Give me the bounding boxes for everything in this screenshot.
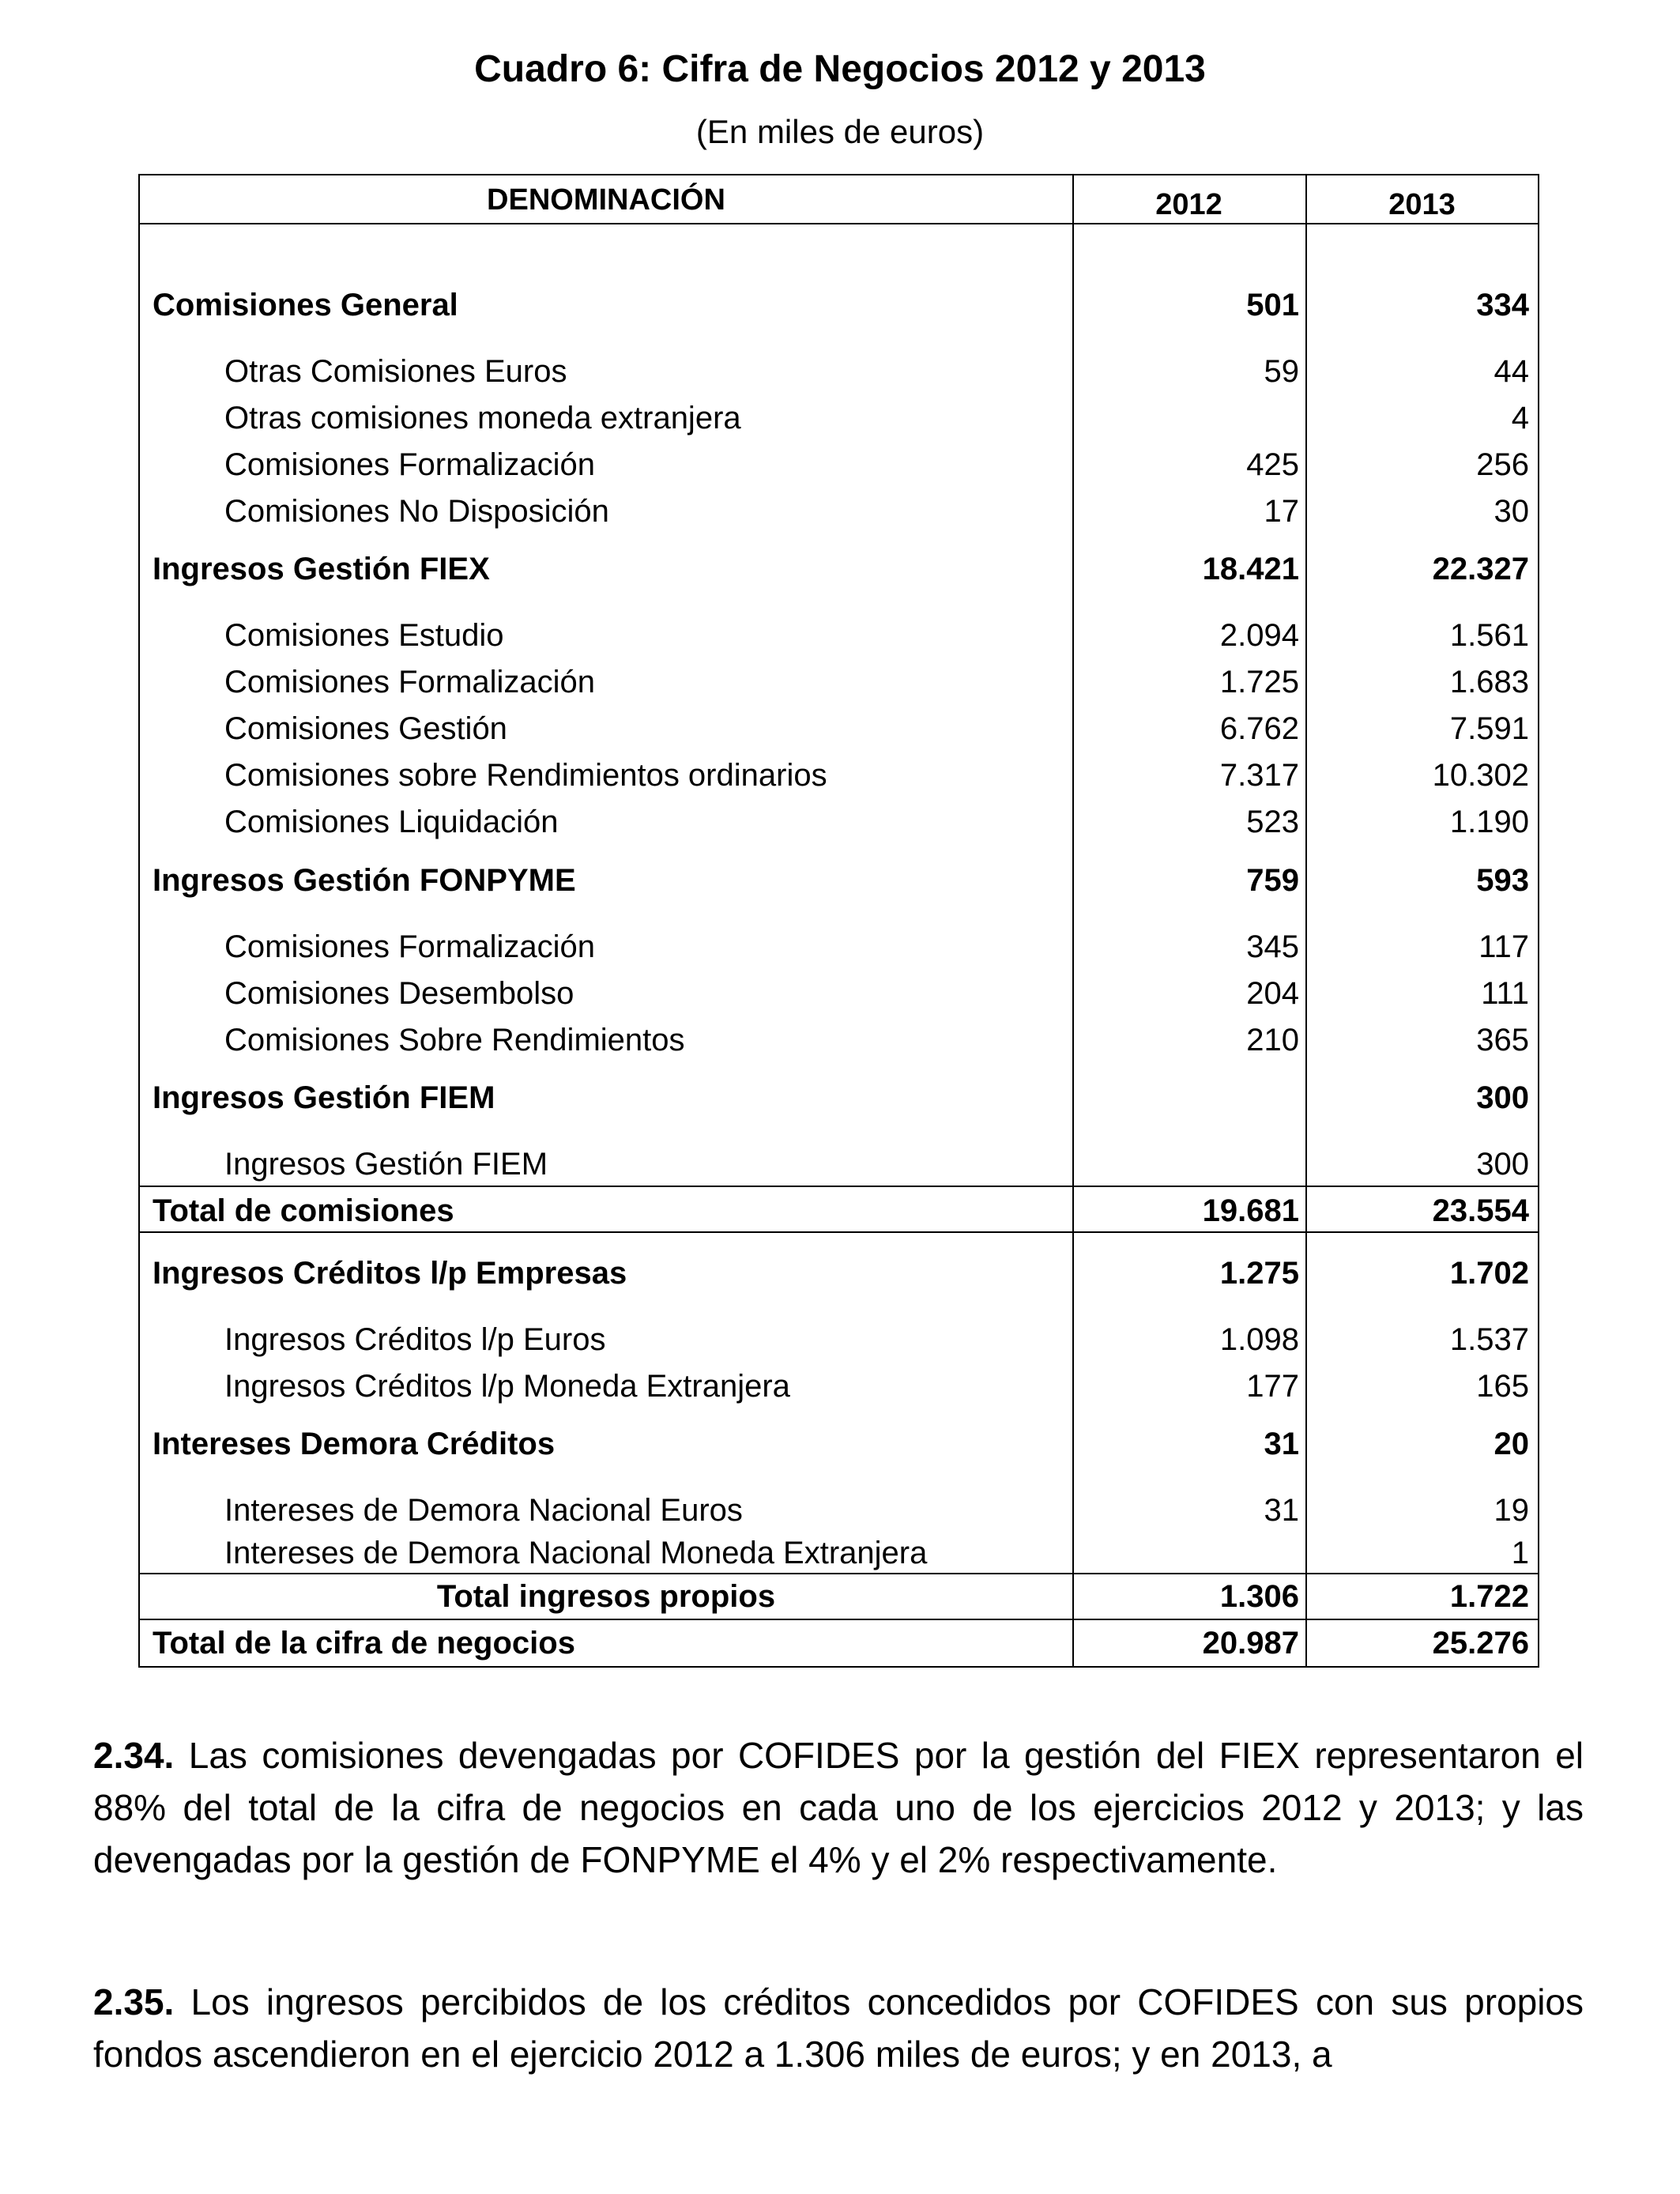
value-2012: 18.421 — [1202, 552, 1299, 586]
value-2012: 204 — [1246, 976, 1299, 1011]
row-label: Otras comisiones moneda extranjera — [224, 401, 741, 435]
rule-above-total-cifra — [140, 1619, 1538, 1620]
row-label: Total de la cifra de negocios — [153, 1626, 575, 1661]
row-label: Comisiones Estudio — [224, 618, 504, 653]
header-2013: 2013 — [1388, 188, 1456, 221]
value-2012: 1.306 — [1219, 1579, 1299, 1614]
paragraph-text: Las comisiones devengadas por COFIDES por la gestión del FIEX representaron el 88% del total de la cifra de negocios en cada uno de los ejercicios 2012 y 2013; y las devengadas por la gestión de FONPYME el 4% y el 2% respectivamente. — [93, 1735, 1584, 1880]
table-row-intereses-demora — [140, 1423, 1538, 1465]
value-2012: 31 — [1264, 1493, 1299, 1528]
value-2013: 593 — [1476, 863, 1529, 898]
table-subtitle: (En miles de euros) — [695, 113, 985, 150]
row-label: Intereses Demora Créditos — [153, 1427, 556, 1461]
table-row — [140, 1144, 1538, 1185]
value-2013: 7.591 — [1449, 711, 1529, 746]
value-2013: 1 — [1511, 1536, 1529, 1570]
row-label: Total de comisiones — [153, 1193, 454, 1228]
paragraph-number: 2.35. — [93, 1981, 175, 2022]
paragraph-text: Los ingresos percibidos de los créditos concedidos por COFIDES con sus propios fondos ascendieron en el ejercicio 2012 a 1.306 miles de euros; y en 2013, a — [93, 1981, 1584, 2075]
value-2012: 1.725 — [1219, 665, 1299, 699]
value-2012: 501 — [1246, 288, 1299, 322]
value-2012: 425 — [1246, 447, 1299, 482]
revenue-table — [138, 174, 1539, 1668]
value-2013: 25.276 — [1432, 1626, 1529, 1661]
row-label: Otras Comisiones Euros — [224, 354, 567, 389]
row-label: Total ingresos propios — [436, 1579, 776, 1614]
value-2013: 1.702 — [1449, 1256, 1529, 1291]
table-row-total-comisiones — [140, 1190, 1538, 1231]
value-2012: 6.762 — [1219, 711, 1299, 746]
value-2013: 23.554 — [1432, 1193, 1529, 1228]
table-row — [140, 1532, 1538, 1574]
row-label: Comisiones Formalización — [224, 665, 596, 699]
row-label: Comisiones Formalización — [224, 929, 596, 964]
table-row — [140, 444, 1538, 485]
value-2013: 20 — [1494, 1427, 1529, 1461]
header-denominacion: DENOMINACIÓN — [487, 183, 725, 217]
value-2012: 523 — [1246, 805, 1299, 839]
table-title: Cuadro 6: Cifra de Negocios 2012 y 2013 — [474, 48, 1206, 90]
value-2013: 300 — [1476, 1080, 1529, 1115]
value-2012: 1.098 — [1219, 1322, 1299, 1357]
table-row — [140, 351, 1538, 392]
value-2013: 165 — [1476, 1369, 1529, 1404]
value-2012: 1.275 — [1219, 1256, 1299, 1291]
table-row-ingresos-gestion-fonpyme — [140, 860, 1538, 901]
value-2012: 19.681 — [1202, 1193, 1299, 1228]
value-2013: 19 — [1494, 1493, 1529, 1528]
rule-below-total-comisiones — [140, 1231, 1538, 1233]
table-row-ingresos-gestion-fiem — [140, 1077, 1538, 1118]
table-row — [140, 662, 1538, 703]
row-label: Comisiones General — [153, 288, 458, 322]
row-label: Ingresos Gestión FIEM — [224, 1147, 548, 1182]
value-2013: 1.561 — [1449, 618, 1529, 653]
value-2013: 117 — [1478, 929, 1529, 964]
value-2013: 22.327 — [1432, 552, 1529, 586]
value-2013: 256 — [1476, 447, 1529, 482]
value-2013: 44 — [1494, 354, 1529, 389]
table-row — [140, 1319, 1538, 1360]
row-label: Ingresos Créditos l/p Empresas — [153, 1256, 627, 1291]
value-2012: 210 — [1246, 1023, 1299, 1057]
value-2013: 111 — [1481, 976, 1529, 1011]
value-2013: 30 — [1494, 494, 1529, 529]
paragraph-2-35 — [93, 1976, 1584, 2080]
row-label: Ingresos Créditos l/p Moneda Extranjera — [224, 1369, 790, 1404]
table-row-ingresos-creditos — [140, 1253, 1538, 1294]
row-label: Comisiones Sobre Rendimientos — [224, 1023, 685, 1057]
value-2012: 759 — [1246, 863, 1299, 898]
table-row — [140, 615, 1538, 656]
row-label: Ingresos Créditos l/p Euros — [224, 1322, 606, 1357]
table-row-total-cifra-negocios — [140, 1623, 1538, 1664]
table-row-comisiones-general — [140, 285, 1538, 326]
row-label: Comisiones Formalización — [224, 447, 596, 482]
row-label: Comisiones Desembolso — [224, 976, 574, 1011]
table-row — [140, 491, 1538, 532]
value-2013: 300 — [1476, 1147, 1529, 1182]
row-label: Comisiones Gestión — [224, 711, 507, 746]
table-row — [140, 398, 1538, 439]
table-row — [140, 926, 1538, 967]
paragraph-number: 2.34. — [93, 1735, 175, 1776]
value-2013: 334 — [1476, 288, 1529, 322]
value-2012: 345 — [1246, 929, 1299, 964]
row-label: Intereses de Demora Nacional Euros — [224, 1493, 743, 1528]
table-row-total-ingresos-propios — [140, 1576, 1538, 1617]
table-row — [140, 1490, 1538, 1531]
value-2013: 10.302 — [1432, 758, 1529, 793]
table-row — [140, 801, 1538, 843]
row-label: Ingresos Gestión FIEX — [153, 552, 490, 586]
value-2013: 1.722 — [1449, 1579, 1529, 1614]
value-2012: 31 — [1264, 1427, 1299, 1461]
value-2012: 20.987 — [1202, 1626, 1299, 1661]
value-2013: 4 — [1511, 401, 1529, 435]
row-label: Ingresos Gestión FIEM — [153, 1080, 495, 1115]
rule-above-total-comisiones — [140, 1186, 1538, 1187]
header-2012: 2012 — [1155, 188, 1222, 221]
value-2012: 7.317 — [1219, 758, 1299, 793]
value-2013: 1.190 — [1449, 805, 1529, 839]
value-2012: 177 — [1246, 1369, 1299, 1404]
value-2012: 2.094 — [1219, 618, 1299, 653]
value-2012: 17 — [1264, 494, 1299, 529]
table-row — [140, 1366, 1538, 1407]
table-row-ingresos-gestion-fiex — [140, 548, 1538, 590]
table-row — [140, 973, 1538, 1014]
row-label: Comisiones Liquidación — [224, 805, 559, 839]
value-2013: 1.537 — [1449, 1322, 1529, 1357]
value-2012: 59 — [1264, 354, 1299, 389]
table-row — [140, 1020, 1538, 1061]
row-label: Comisiones No Disposición — [224, 494, 609, 529]
table-row — [140, 755, 1538, 796]
paragraph-2-34 — [93, 1729, 1584, 1886]
header-rule — [140, 223, 1538, 224]
row-label: Comisiones sobre Rendimientos ordinarios — [224, 758, 827, 793]
value-2013: 365 — [1476, 1023, 1529, 1057]
table-row — [140, 708, 1538, 749]
row-label: Intereses de Demora Nacional Moneda Extranjera — [224, 1536, 928, 1570]
row-label: Ingresos Gestión FONPYME — [153, 863, 576, 898]
value-2013: 1.683 — [1449, 665, 1529, 699]
